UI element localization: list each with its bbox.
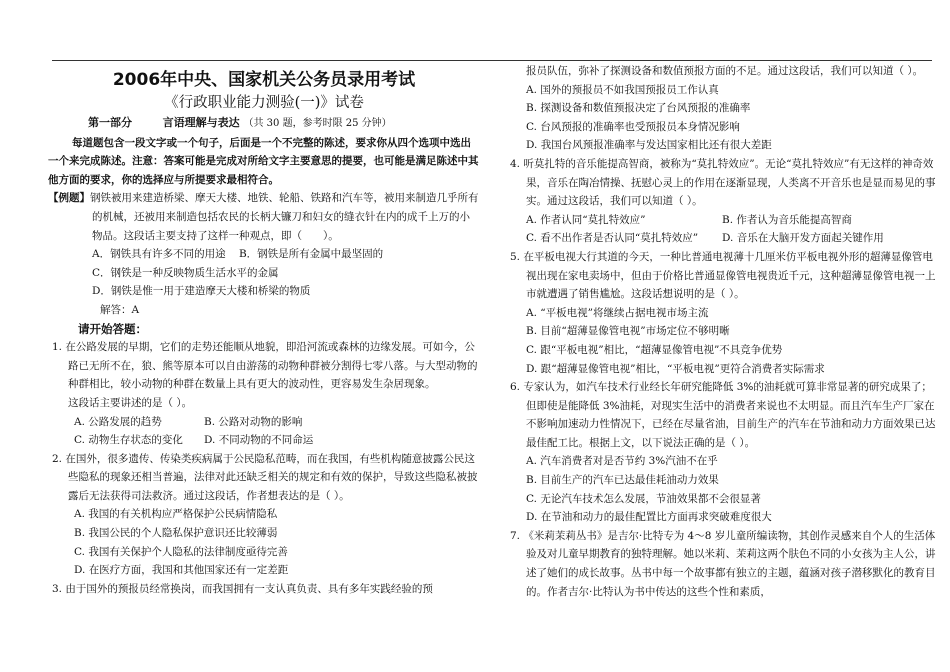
q6-option-b: B. 目前生产的汽车已达最佳耗油动力效果: [526, 474, 719, 487]
q5-option-a: A. “平板电视”将继续占据电视市场主流: [526, 306, 709, 319]
q5-option-b: B. 目前“超薄显像管电视”市场定位不够明晰: [526, 325, 730, 338]
q2-option-b: B. 我国公民的个人隐私保护意识还比较薄弱: [74, 527, 278, 540]
q1-option-d: D. 不同动物的不同命运: [204, 434, 314, 447]
part-label: 第一部分: [88, 116, 132, 129]
exam-title: 2006年中央、国家机关公务员录用考试: [112, 70, 416, 90]
question-3-continued: 报员队伍，弥补了探测设备和数值预报方面的不足。通过这段话，我们可以知道（ ）。: [526, 65, 924, 77]
q4-option-c: C. 看不出作者是否认同“莫扎特效应”: [526, 232, 699, 245]
example-label: 【例题】: [48, 192, 90, 205]
question-2: 2. 在国外，很多遗传、传染类疾病属于公民隐私范畴，而在我国，有些机构随意披露公民这些隐私的现象还相当普遍，法律对此还缺乏相关的规定和有效的保护，导致这些隐私被披露后无法获得司法救济。通过这段话，作者想表达的是（ ）。: [52, 452, 478, 502]
exam-subtitle: 《行政职业能力测验(一)》试卷: [164, 95, 364, 111]
question-3-options: [506, 81, 936, 155]
q5-option-c: C. 跟“平板电视”相比，“超薄显像管电视”不具竞争优势: [526, 343, 783, 356]
example-option-a: A．钢铁具有许多不同的用途: [92, 248, 226, 261]
q2-option-c: C. 我国有关保护个人隐私的法律制度亟待完善: [74, 545, 288, 558]
q3-option-d: D. 我国台风预报准确率与发达国家相比还有很大差距: [526, 139, 772, 152]
q2-option-d: D. 在医疗方面，我国和其他国家还有一定差距: [74, 564, 289, 577]
q1-option-a: A. 公路发展的趋势: [74, 415, 162, 428]
question-1: 1. 在公路发展的早期，它们的走势还能顺从地貌，即沿河流或森林的边缘发展。可如今，公路已无所不在，狼、熊等原本可以自由游荡的动物种群被分割得七零八落。与大型动物的种群相比，较小动物的种群在数量上具有更大的波动性，更容易发生杂居现象。: [52, 341, 478, 391]
example-option-b: B．钢铁是所有金属中最坚固的: [238, 248, 384, 261]
example-option-d: D．钢铁是惟一用于建造摩天大楼和桥梁的物质: [92, 285, 311, 298]
question-3: 3. 由于国外的预报员经常换岗，而我国拥有一支认真负责、具有多年实践经验的预: [52, 582, 433, 595]
q5-option-d: D. 跟“超薄显像管电视”相比，“平板电视”更符合消费者实际需求: [526, 362, 825, 375]
q4-option-a: A. 作者认同“莫扎特效应”: [526, 213, 646, 226]
instructions: 每道题包含一段文字或一个句子，后面是一个不完整的陈述，要求你从四个选项中选出一个来完成陈述。注意：答案可能是完成对所给文字主要意思的提要，也可能是满足陈述中其他方面的要求，你的选择应与所提要求最相符合。: [48, 136, 479, 186]
part-note: （共 30 题，参考时限 25 分钟）: [243, 118, 392, 129]
example-option-c: C．钢铁是一种反映物质生活水平的金属: [92, 266, 279, 279]
start-label: 请开始答题：: [78, 321, 147, 336]
q2-option-a: A. 我国的有关机构应严格保护公民病情隐私: [74, 508, 278, 521]
example-options: [48, 245, 480, 319]
question-6: 6. 专家认为，如汽车技术行业经长年研究能降低 3%的油耗就可算非常显著的研究成果了；但即使是能降低 3%油耗，对现实生活中的消费者来说也不太明显。而且汽车生产厂家在不影响加速动力性情况下，已经在尽量省油，目前生产的汽车在节油和动力方面效果已达最佳配工比。根据上文，以下说法正确的是（ ）。: [510, 381, 936, 449]
q4-option-d: D. 音乐在大脑开发方面起关键作用: [722, 232, 884, 245]
question-4-options: [506, 211, 936, 248]
question-2-options: [48, 505, 480, 579]
q6-option-a: A. 汽车消费者对是否节约 3%汽油不在乎: [526, 455, 718, 468]
question-5: 5. 在平板电视大行其道的今天，一种比普通电视薄十几厘米仿平板电视外形的超薄显像管电视出现在家电卖场中，但由于价格比普通显像管电视贵近千元，这种超薄显像管电视一上市就遭遇了销售尴尬。这段话想说明的是（ ）。: [510, 250, 936, 301]
example-answer: 解答：A: [100, 303, 140, 316]
question-5-options: [506, 304, 936, 378]
part-heading: [48, 114, 480, 134]
q4-option-b: B. 作者认为音乐能提高智商: [722, 213, 852, 226]
question-6-options: [506, 452, 936, 526]
q6-option-d: D. 在节油和动力的最佳配置比方面再求突破难度很大: [526, 511, 772, 524]
q3-option-b: B. 探测设备和数值预报决定了台风预报的准确率: [526, 102, 751, 115]
q3-option-c: C. 台风预报的准确率也受预报员本身情况影响: [526, 120, 740, 133]
right-column: [506, 62, 936, 601]
example-body: 钢铁被用来建造桥梁、摩天大楼、地铁、轮船、铁路和汽车等，被用来制造几乎所有的机械，还被用来制造包括农民的长柄大镰刀和妇女的缝衣针在内的成千上万的小物品。这段话主要支持了这样一种观点，即（ ）。: [90, 192, 479, 242]
question-7: 7. 《米莉茉莉丛书》是吉尔·比特专为 4～8 岁儿童所编读物，其创作灵感来自个人的生活体验及对儿童早期教育的独特理解。她以米莉、茉莉这两个肤色不同的小女孩为主人公，讲述了她们的成长故事。丛书中每一个故事都有独立的主题，蕴涵对孩子潜移默化的教育目的。作者吉尔·比特认为书中传达的这些个性和素质，: [510, 529, 936, 598]
q1-option-b: B. 公路对动物的影响: [204, 415, 303, 428]
question-4: 4. 听莫扎特的音乐能提高智商，被称为“莫扎特效应”。无论“莫扎特效应”有无这样的神奇效果，音乐在陶冶情操、抚慰心灵上的作用在逐渐显现，人类离不开音乐也是显而易见的事实。通过这段话，我们可以知道（ ）。: [510, 157, 936, 208]
example-text: [48, 189, 480, 245]
question-1-options: [48, 413, 480, 450]
q1-option-c: C. 动物生存状态的变化: [74, 434, 183, 447]
left-column: [48, 62, 480, 598]
part-name: 言语理解与表达: [162, 116, 240, 129]
header-rule: [52, 60, 932, 61]
question-1-ask: 这段话主要讲述的是（ ）。: [68, 396, 193, 409]
q3-option-a: A. 国外的预报员不如我国预报员工作认真: [526, 83, 719, 96]
q6-option-c: C. 无论汽车技术怎么发展，节油效果都不会很显著: [526, 492, 761, 505]
